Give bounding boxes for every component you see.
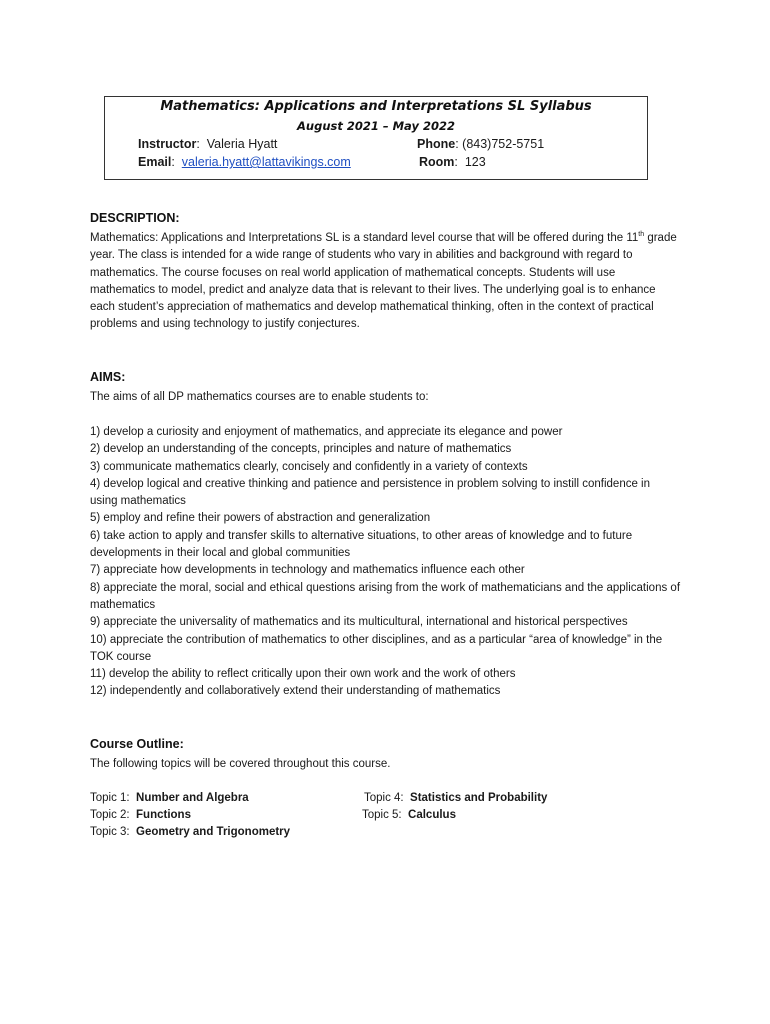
aim-item: 3) communicate mathematics clearly, concisely and confidently in a variety of contexts <box>90 460 528 473</box>
topic-item <box>90 807 191 824</box>
topic-item <box>90 790 249 807</box>
course-dates: August 2021 – May 2022 <box>297 119 455 133</box>
aim-item: 4) develop logical and creative thinking and patience and persistence in problem solving to instill confidence in using mathematics <box>90 477 651 508</box>
course-outline-heading: Course Outline: <box>90 737 184 751</box>
description-text-rest: grade year. The class is intended for a wide range of students who vary in abilities and background with regard to mathematics. The course focuses on real world application of mathematical concepts. Students will use mathematics to model, predict and analyze data that is relevant to their lives. The underlying goal is to enhance each student’s appreciation of mathematics and develop mathematical thinking, often in the context of practical problems and using technology to justify conjectures. <box>90 232 677 331</box>
room-label: Room <box>419 155 455 169</box>
topic-name: Number and Algebra <box>136 792 249 804</box>
phone-number: (843)752-5751 <box>462 137 545 151</box>
aim-item: 11) develop the ability to reflect critically upon their own work and the work of others <box>90 668 516 681</box>
instructor-label: Instructor <box>138 137 197 151</box>
topic-label: Topic 3: <box>90 826 130 838</box>
aim-item: 1) develop a curiosity and enjoyment of mathematics, and appreciate its elegance and power <box>90 426 563 438</box>
email-line: Email: valeria.hyatt@lattavikings.com <box>138 155 351 169</box>
description-text <box>90 230 680 334</box>
room-line: Room: 123 <box>419 155 486 169</box>
email-link[interactable]: valeria.hyatt@lattavikings.com <box>181 155 351 169</box>
phone-line: Phone: (843)752-5751 <box>417 137 545 151</box>
room-number: 123 <box>464 155 486 169</box>
aim-item: 6) take action to apply and transfer skills to alternative situations, to other areas of knowledge and to future developments in their local and global communities <box>90 529 633 560</box>
aim-item: 5) employ and refine their powers of abstraction and generalization <box>90 512 431 525</box>
description-superscript: th <box>638 231 645 239</box>
topic-item <box>90 824 290 841</box>
instructor-name: Valeria Hyatt <box>206 137 278 151</box>
aim-item: 10) appreciate the contribution of mathematics to other disciplines, and as a particular “area of knowledge” in the TOK course <box>90 633 663 663</box>
description-text-start: Mathematics: Applications and Interpretations SL is a standard level course that will be offered during the 11 <box>90 232 639 244</box>
description-heading: DESCRIPTION: <box>90 211 180 225</box>
header-box <box>104 96 648 180</box>
phone-label: Phone <box>417 137 456 151</box>
instructor-line: Instructor: Valeria Hyatt <box>138 137 278 151</box>
aim-item: 8) appreciate the moral, social and ethical questions arising from the work of mathematicians and the applications of mathematics <box>90 581 681 611</box>
email-label: Email <box>138 155 172 169</box>
topic-name: Calculus <box>408 809 456 821</box>
topic-label: Topic 1: <box>90 792 130 804</box>
aim-item: 2) develop an understanding of the concepts, principles and nature of mathematics <box>90 443 512 456</box>
topic-label: Topic 2: <box>90 809 130 821</box>
topic-name: Statistics and Probability <box>410 792 548 804</box>
syllabus-title: Mathematics: Applications and Interpretations SL Syllabus <box>160 99 592 114</box>
topic-label: Topic 4: <box>364 792 404 804</box>
topic-name: Geometry and Trigonometry <box>136 826 291 838</box>
topic-name: Functions <box>136 809 191 821</box>
aims-intro: The aims of all DP mathematics courses are to enable students to: <box>90 391 429 403</box>
topic-label: Topic 5: <box>362 809 402 821</box>
aims-list <box>90 424 680 701</box>
aims-heading: AIMS: <box>90 370 126 384</box>
aim-item: 7) appreciate how developments in technology and mathematics influence each other <box>90 564 525 577</box>
aim-item: 12) independently and collaboratively extend their understanding of mathematics <box>90 685 501 698</box>
course-outline-intro: The following topics will be covered throughout this course. <box>90 758 391 770</box>
topic-item <box>362 807 456 824</box>
topic-item <box>364 790 547 807</box>
aim-item: 9) appreciate the universality of mathematics and its multicultural, international and historical perspectives <box>90 616 628 629</box>
